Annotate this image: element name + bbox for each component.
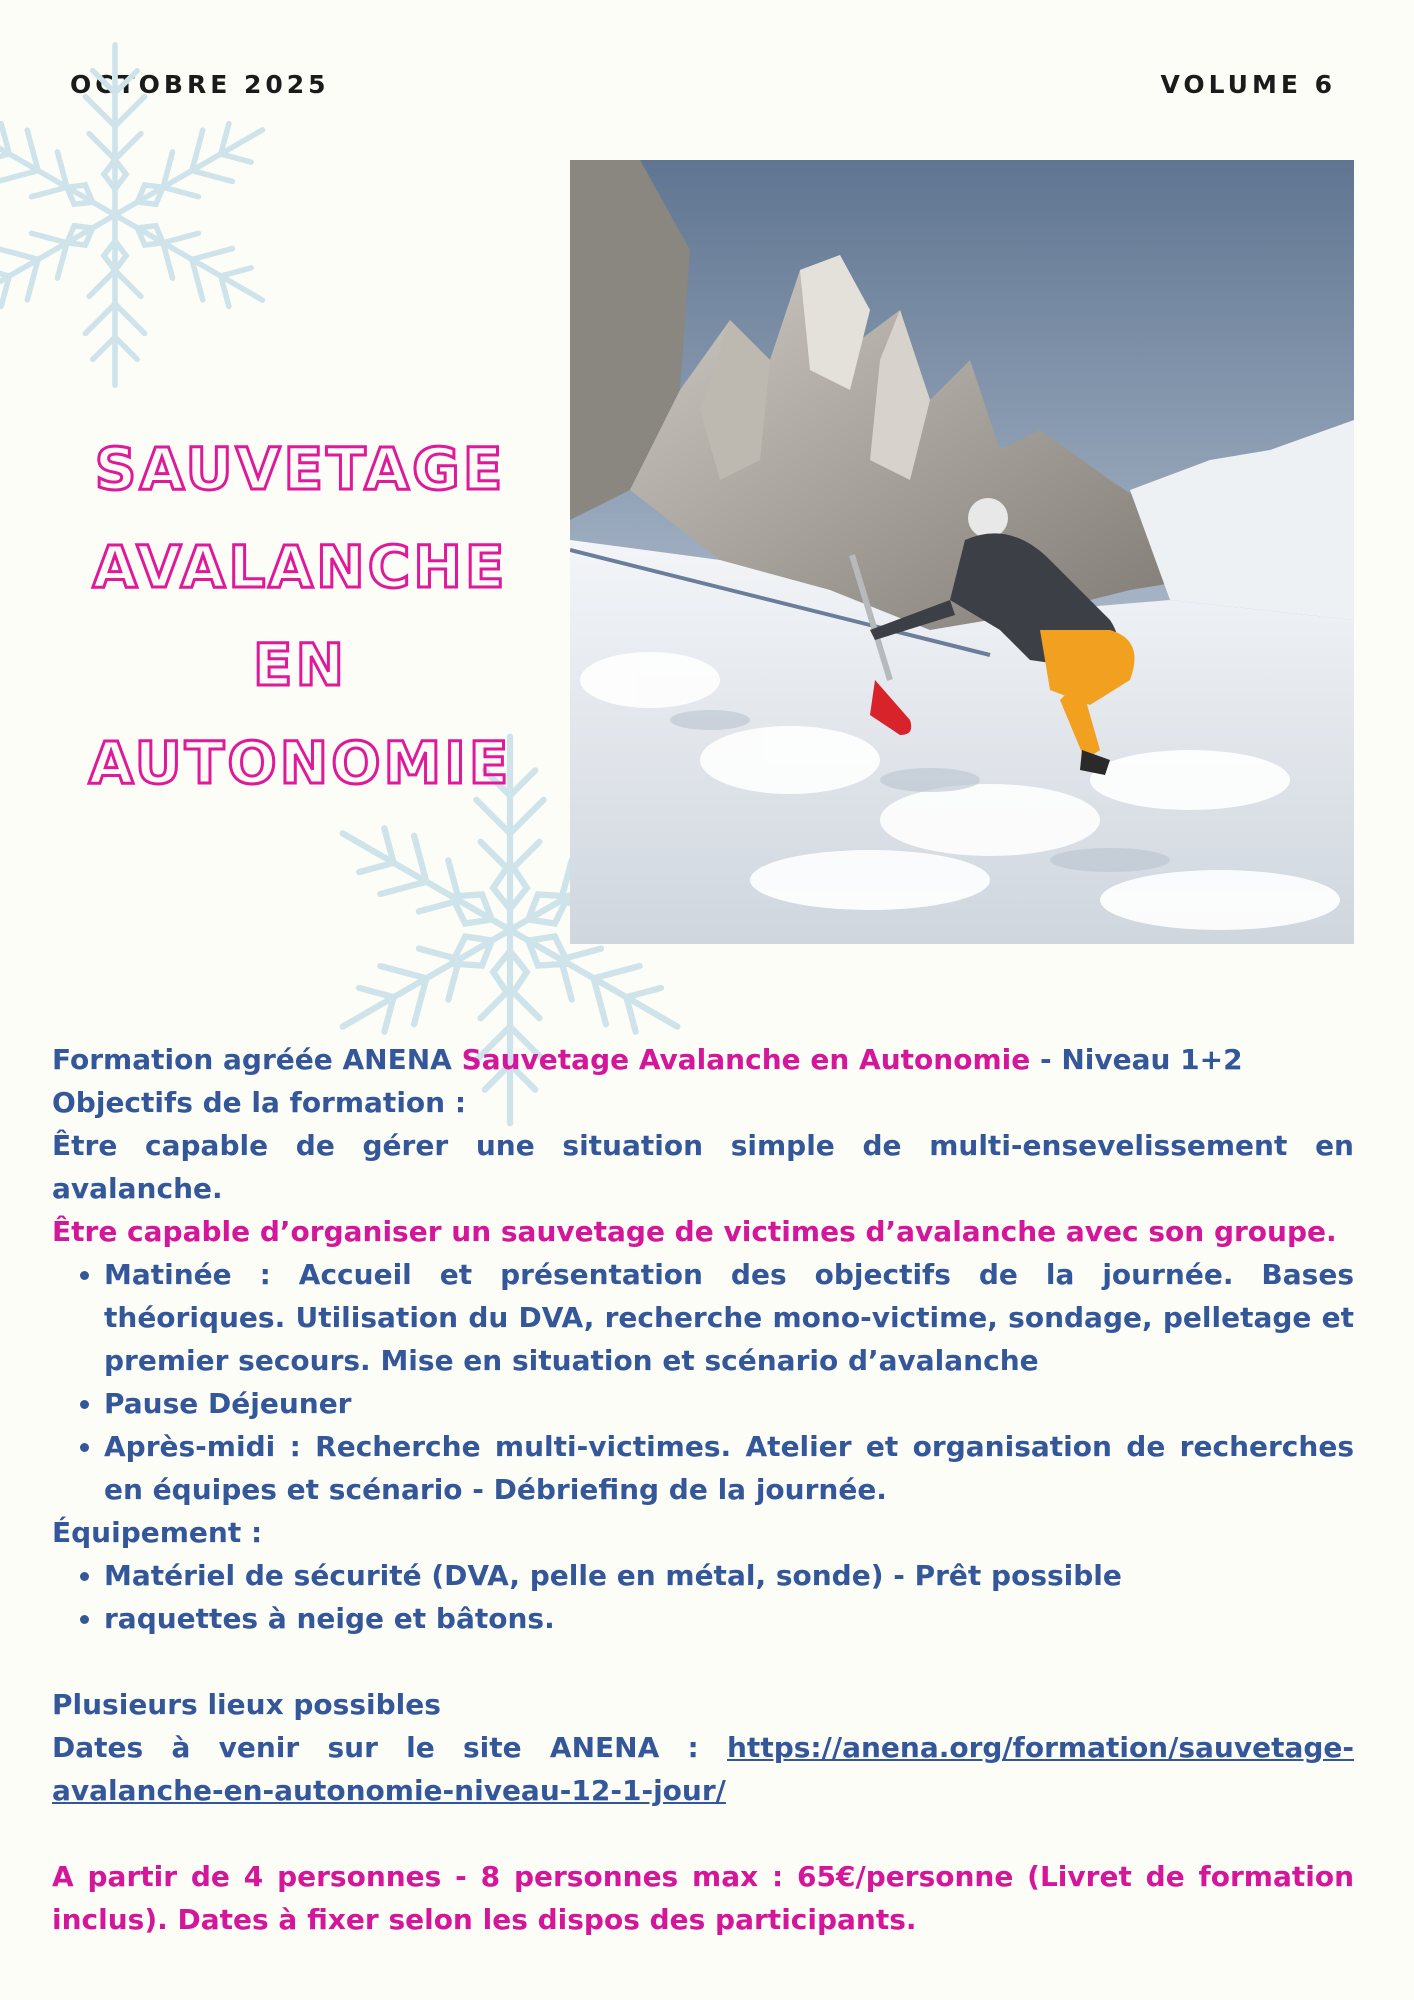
pricing-text: A partir de 4 personnes - 8 personnes max : 65€/personne (Livret de formation inclus). Dates à fixer selon les dispos des participants. bbox=[52, 1860, 1354, 1936]
dates-line bbox=[52, 1726, 1354, 1812]
list-item: • Après-midi : Recherche multi-victimes. Atelier et organisation de recherches en équipes et scénario - Débriefing de la journée. bbox=[104, 1425, 1354, 1511]
locations-line: Plusieurs lieux possibles bbox=[52, 1688, 441, 1721]
list-item: • raquettes à neige et bâtons. bbox=[104, 1597, 1354, 1640]
objectives-heading: Objectifs de la formation : bbox=[52, 1086, 467, 1119]
objective-1: Être capable de gérer une situation simple de multi-ensevelissement en avalanche. bbox=[52, 1129, 1354, 1205]
snowflake-icon bbox=[0, 30, 300, 400]
dates-prefix: Dates à venir sur le site ANENA : bbox=[52, 1731, 699, 1764]
issue-volume: VOLUME 6 bbox=[1160, 70, 1336, 99]
course-name: Sauvetage Avalanche en Autonomie bbox=[461, 1043, 1031, 1076]
list-item: • Matériel de sécurité (DVA, pelle en métal, sonde) - Prêt possible bbox=[104, 1554, 1354, 1597]
intro-prefix: Formation agréée ANENA bbox=[52, 1043, 452, 1076]
title-line: AUTONOMIE bbox=[88, 729, 512, 797]
page-title bbox=[40, 420, 560, 812]
course-level: - Niveau 1+2 bbox=[1039, 1043, 1243, 1076]
avalanche-rescue-photo bbox=[570, 160, 1354, 944]
equipment-list bbox=[52, 1554, 1354, 1640]
objective-2: Être capable d’organiser un sauvetage de victimes d’avalanche avec son groupe. bbox=[52, 1215, 1337, 1248]
equipment-heading: Équipement : bbox=[52, 1516, 263, 1549]
intro-line bbox=[52, 1038, 1354, 1081]
list-item: • Matinée : Accueil et présentation des objectifs de la journée. Bases théoriques. Utilisation du DVA, recherche mono-victime, sondage, pelletage et premier secours. Mise en situation et scénario d’avalanche bbox=[104, 1253, 1354, 1382]
article-body bbox=[52, 1038, 1354, 1941]
program-list bbox=[52, 1253, 1354, 1511]
title-line: SAUVETAGE bbox=[94, 435, 506, 503]
list-item: • Pause Déjeuner bbox=[104, 1382, 1354, 1425]
anena-link[interactable]: https://anena.org/formation/sauvetage-avalanche-en-autonomie-niveau-12-1-jour/ bbox=[52, 1731, 1355, 1807]
issue-date: OCTOBRE 2025 bbox=[70, 70, 330, 99]
title-line: AVALANCHE EN bbox=[92, 533, 508, 699]
